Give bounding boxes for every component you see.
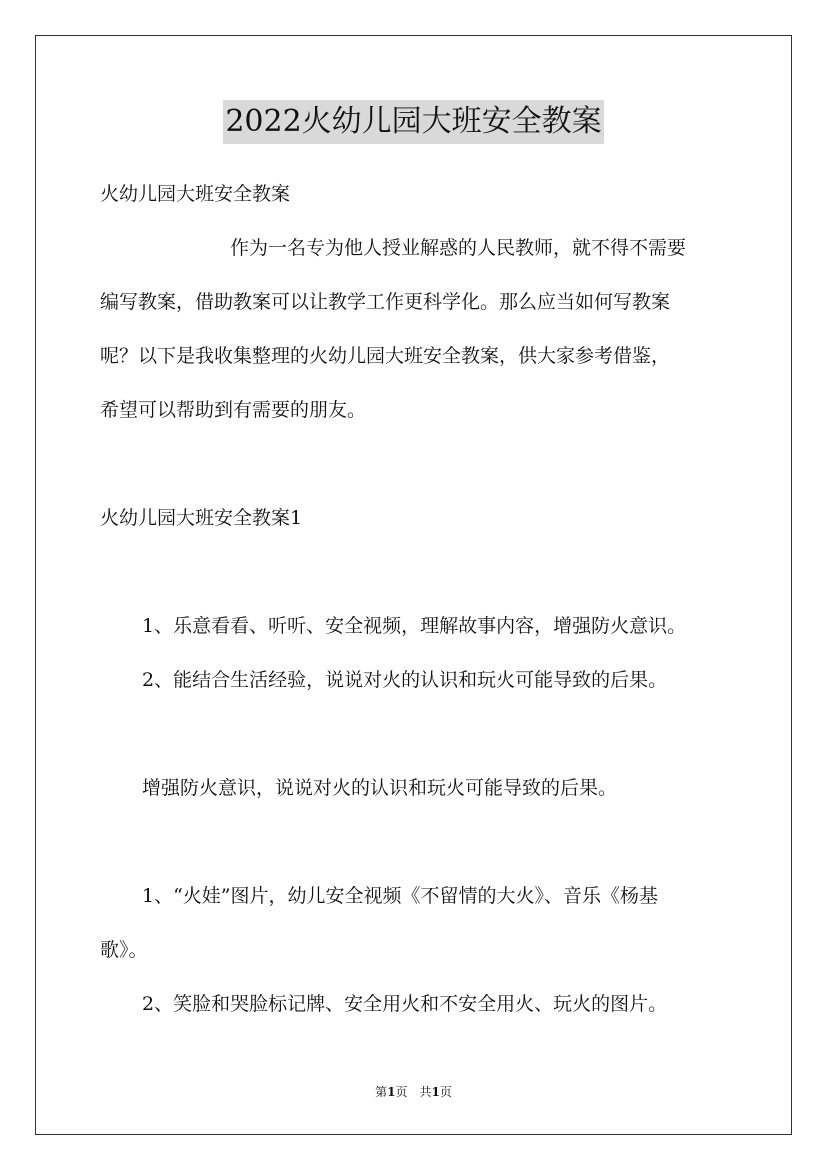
section-heading: 火幼儿园大班安全教案1 [100, 507, 303, 529]
document-title: 2022火幼儿园大班安全教案 [223, 100, 603, 144]
page-suffix: 页 [395, 1085, 408, 1099]
intro-line-2: 编写教案，借助教案可以让教学工作更科学化。那么应当如何写教案 [100, 291, 671, 313]
total-pages: 1 [431, 1085, 440, 1099]
goal-item-2: 2、能结合生活经验，说说对火的认识和玩火可能导致的后果。 [142, 669, 668, 691]
prep-item-1-line-1: 1、“火娃”图片，幼儿安全视频《不留情的大火》、音乐《杨基 [142, 885, 659, 907]
goal-item-1: 1、乐意看看、听听、安全视频，理解故事内容，增强防火意识。 [142, 615, 687, 637]
page-prefix: 第 [375, 1085, 388, 1099]
key-point: 增强防火意识，说说对火的认识和玩火可能导致的后果。 [142, 777, 618, 799]
page-current: 1 [387, 1085, 396, 1099]
prep-item-1-line-2: 歌》。 [100, 939, 148, 961]
document-subtitle: 火幼儿园大班安全教案 [100, 183, 291, 205]
total-prefix: 共 [419, 1085, 432, 1099]
intro-line-1: 作为一名专为他人授业解惑的人民教师，就不得不需要 [230, 237, 687, 259]
intro-line-4: 希望可以帮助到有需要的朋友。 [100, 399, 367, 421]
page-footer [0, 1084, 827, 1100]
total-suffix: 页 [439, 1085, 452, 1099]
prep-item-2: 2、笑脸和哭脸标记牌、安全用火和不安全用火、玩火的图片。 [142, 993, 668, 1015]
intro-line-3: 呢？以下是我收集整理的火幼儿园大班安全教案，供大家参考借鉴， [100, 345, 671, 367]
title-container [0, 100, 827, 144]
